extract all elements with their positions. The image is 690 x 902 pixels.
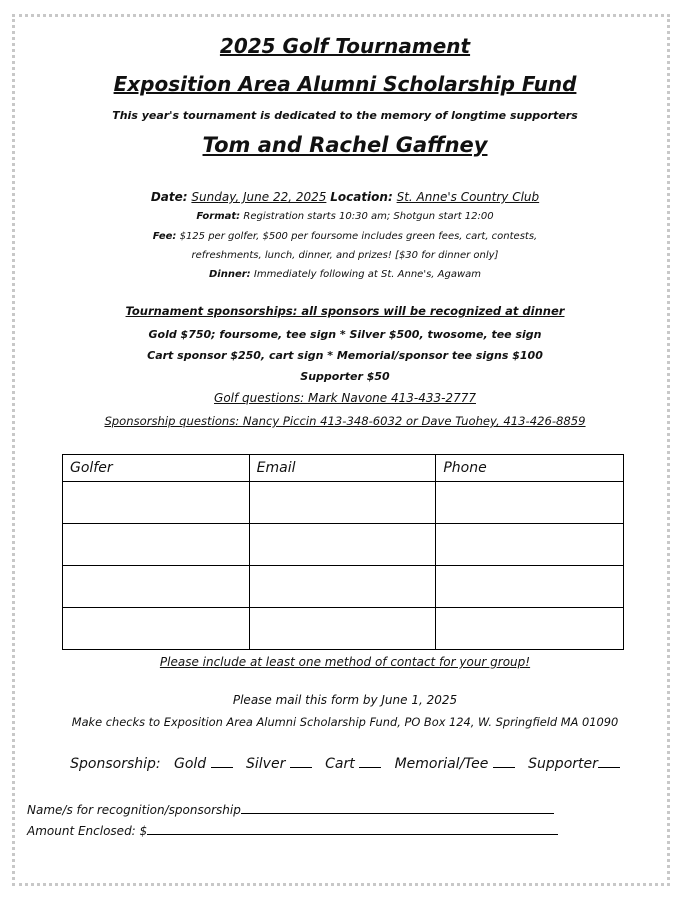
option-supporter-label: Supporter — [528, 756, 598, 772]
table-header-row — [63, 455, 624, 482]
amount-label: Amount Enclosed: $ — [27, 824, 148, 838]
phone-cell[interactable] — [436, 608, 624, 650]
golfer-column-header: Golfer — [63, 455, 250, 482]
phone-cell[interactable] — [436, 566, 624, 608]
email-cell[interactable] — [249, 524, 436, 566]
date-location-line — [0, 190, 690, 204]
option-cart-label: Cart — [325, 756, 355, 772]
phone-cell[interactable] — [436, 524, 624, 566]
table-row — [63, 608, 624, 650]
recognition-label: Name/s for recognition/sponsorship — [27, 803, 241, 817]
sponsorship-heading: Tournament sponsorships: all sponsors will be recognized at dinner — [125, 304, 565, 318]
amount-blank[interactable] — [147, 822, 558, 835]
date-label: Date: — [150, 190, 188, 204]
table-row — [63, 566, 624, 608]
golf-questions: Golf questions: Mark Navone 413-433-2777 — [214, 391, 476, 405]
fund-name: Exposition Area Alumni Scholarship Fund — [113, 72, 577, 96]
golfer-cell[interactable] — [63, 482, 250, 524]
sponsorship-levels-2: Cart sponsor $250, cart sign * Memorial/sponsor tee signs $100 — [147, 349, 543, 362]
option-silver-label: Silver — [246, 756, 286, 772]
date-value: Sunday, June 22, 2025 — [191, 190, 327, 204]
email-cell[interactable] — [249, 566, 436, 608]
fee-line-2: refreshments, lunch, dinner, and prizes! [$30 for dinner only] — [191, 250, 499, 261]
checks-instructions: Make checks to Exposition Area Alumni Scholarship Fund, PO Box 124, W. Springfield MA 01090 — [71, 715, 619, 729]
phone-column-header: Phone — [436, 455, 624, 482]
sponsorship-selection — [0, 755, 690, 772]
sponsorship-levels-3: Supporter $50 — [300, 370, 390, 383]
golfer-registration-table — [62, 454, 624, 650]
golfer-cell[interactable] — [63, 566, 250, 608]
dedication-text: This year's tournament is dedicated to the memory of longtime supporters — [112, 109, 578, 122]
supporter-blank[interactable] — [598, 755, 620, 768]
phone-cell[interactable] — [436, 482, 624, 524]
sponsorship-questions: Sponsorship questions: Nancy Piccin 413-348-6032 or Dave Tuohey, 413-426-8859 — [104, 414, 586, 428]
cart-blank[interactable] — [359, 755, 381, 768]
recognition-blank[interactable] — [241, 801, 554, 814]
dinner-line: Dinner: Immediately following at St. Anne's, Agawam — [209, 269, 481, 280]
memorial-blank[interactable] — [493, 755, 515, 768]
contact-note: Please include at least one method of contact for your group! — [159, 655, 531, 669]
page-title: 2025 Golf Tournament — [219, 34, 471, 58]
golfer-cell[interactable] — [63, 608, 250, 650]
golfer-cell[interactable] — [63, 524, 250, 566]
fee-line: Fee: $125 per golfer, $500 per foursome includes green fees, cart, contests, — [152, 231, 538, 242]
sponsorship-levels-1: Gold $750; foursome, tee sign * Silver $500, twosome, tee sign — [148, 328, 542, 341]
location-value: St. Anne's Country Club — [396, 190, 540, 204]
option-memorial-label: Memorial/Tee — [394, 756, 489, 772]
honorees-name: Tom and Rachel Gaffney — [202, 133, 488, 157]
table-row — [63, 482, 624, 524]
table-row — [63, 524, 624, 566]
amount-field — [27, 822, 558, 838]
format-line: Format: Registration starts 10:30 am; Shotgun start 12:00 — [196, 211, 494, 222]
email-cell[interactable] — [249, 482, 436, 524]
mail-deadline: Please mail this form by June 1, 2025 — [232, 693, 458, 707]
recognition-field — [27, 801, 554, 817]
gold-blank[interactable] — [211, 755, 233, 768]
email-column-header: Email — [249, 455, 436, 482]
location-label: Location: — [330, 190, 393, 204]
sponsorship-label: Sponsorship: — [70, 756, 161, 772]
email-cell[interactable] — [249, 608, 436, 650]
option-gold-label: Gold — [173, 756, 207, 772]
silver-blank[interactable] — [290, 755, 312, 768]
